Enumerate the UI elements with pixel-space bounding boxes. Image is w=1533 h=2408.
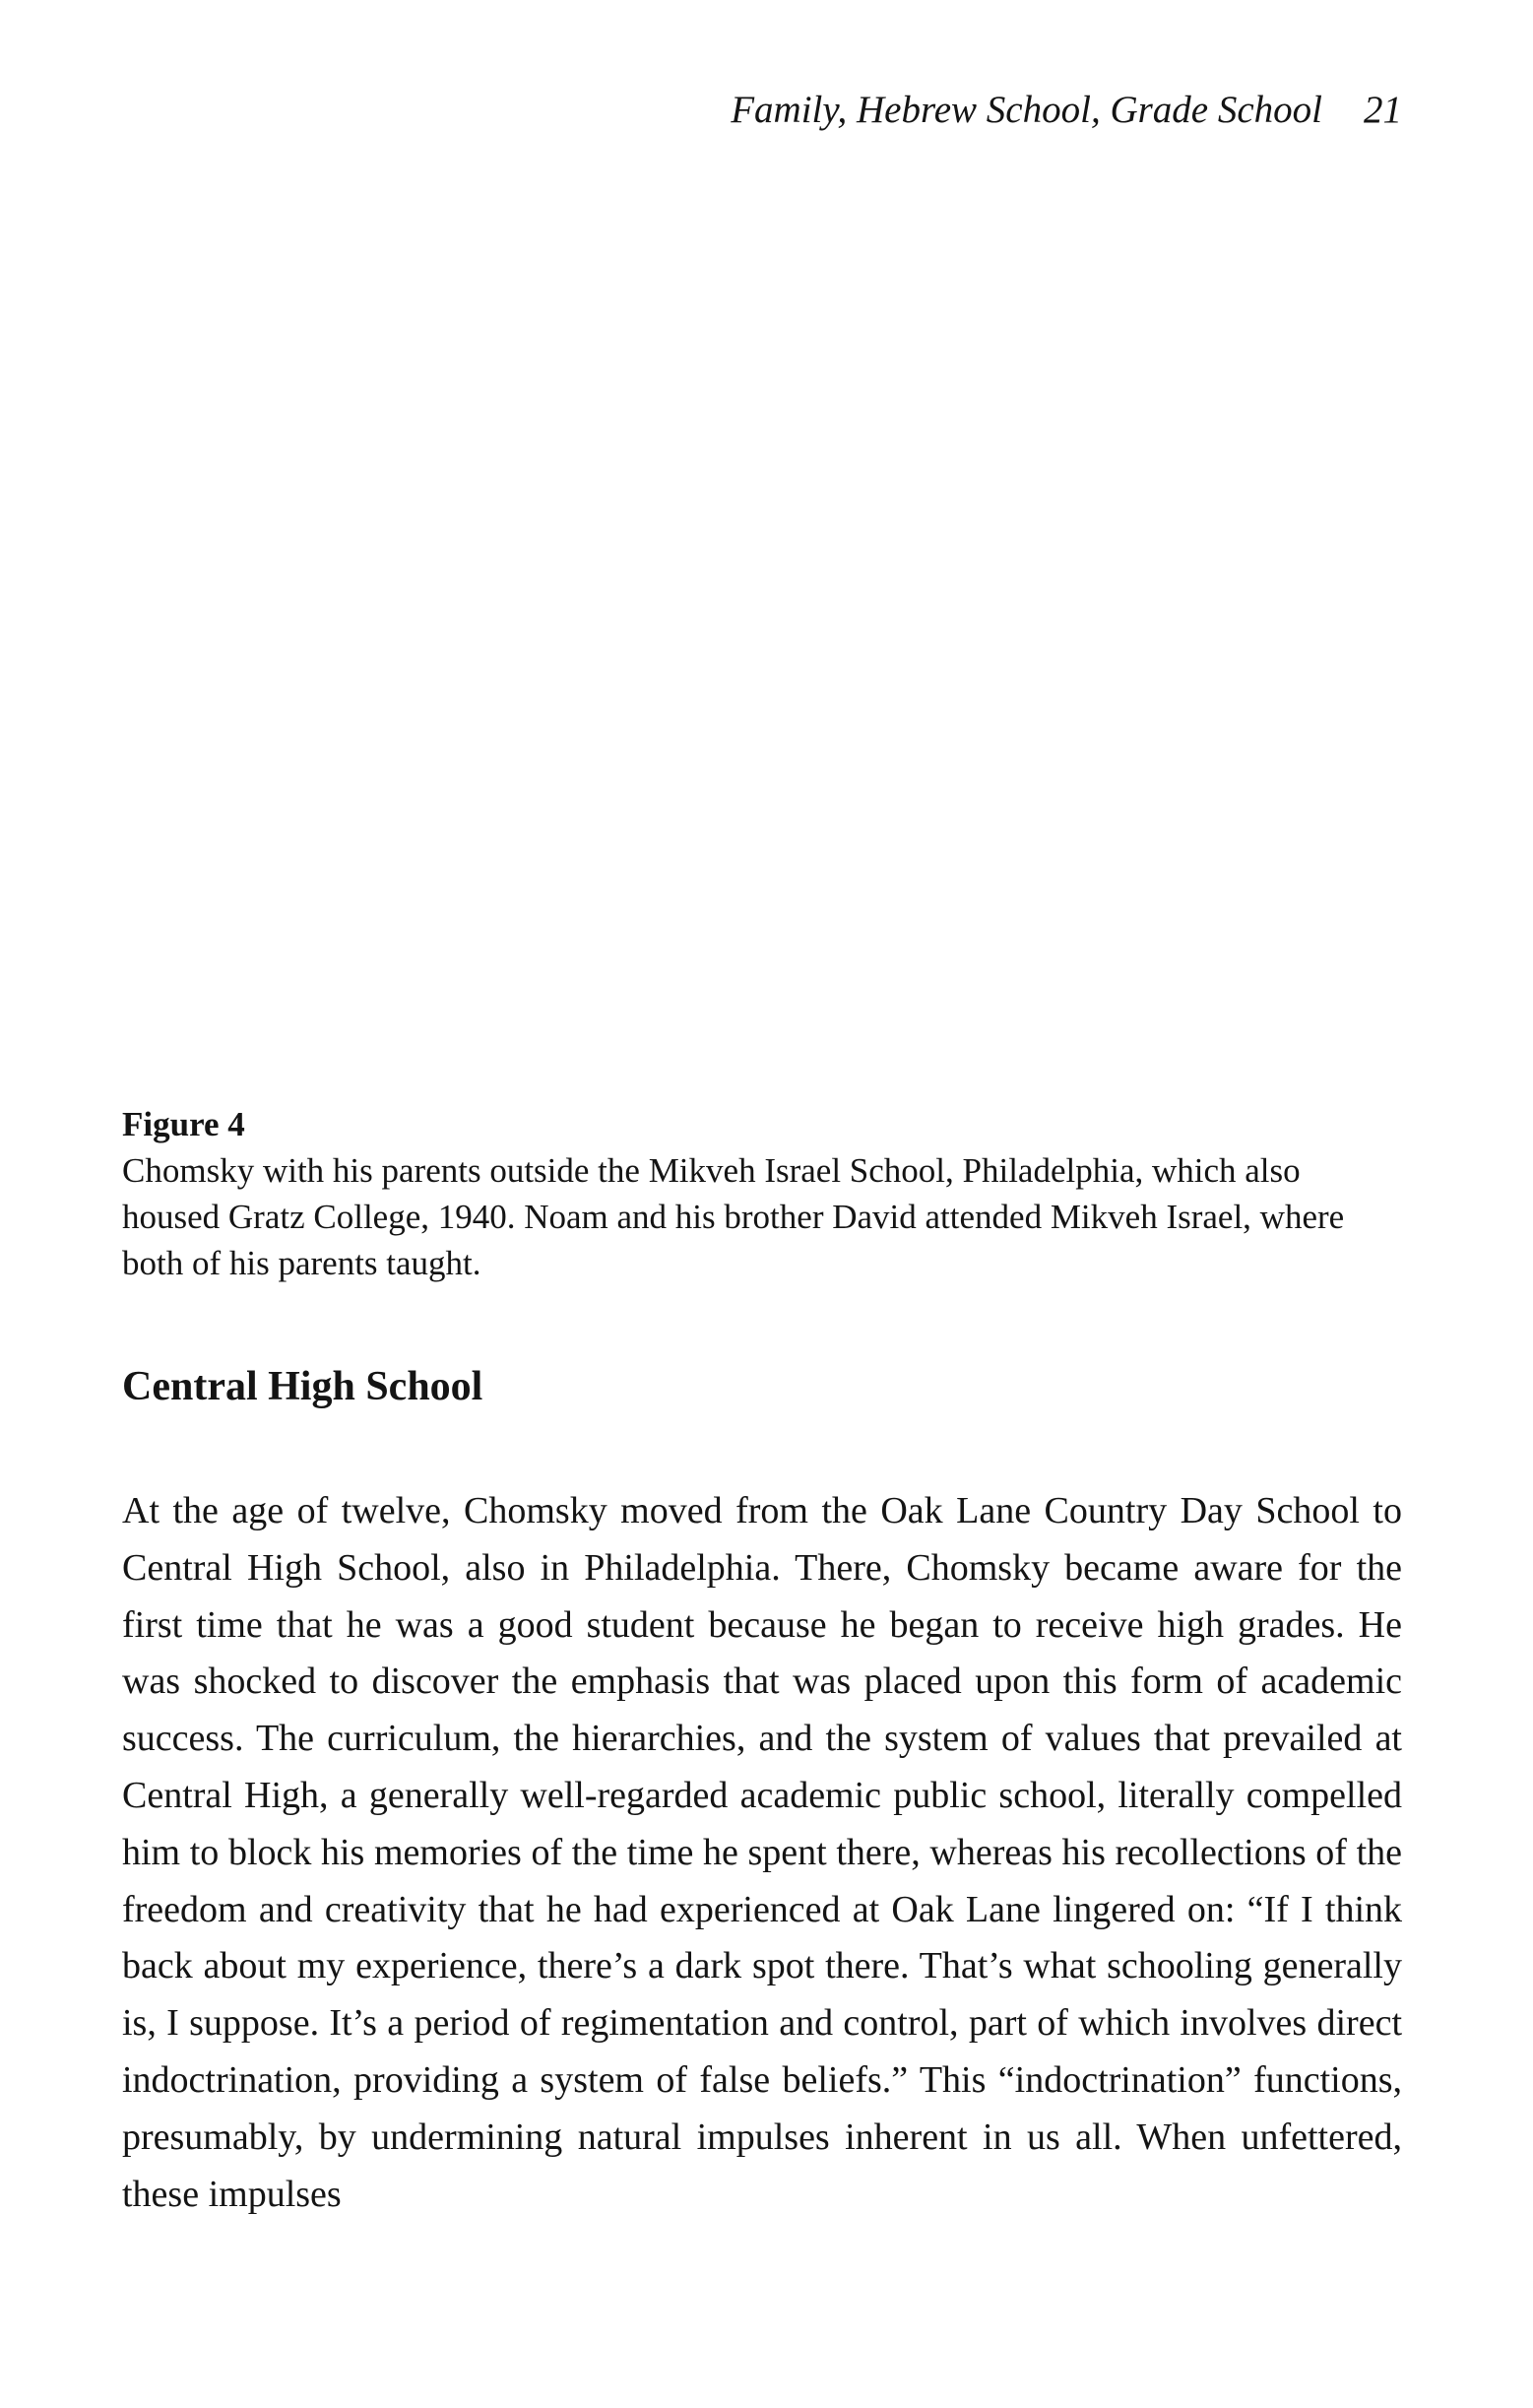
running-head [122,81,1402,140]
body-paragraph: At the age of twelve, Chomsky moved from the Oak Lane Country Day School to Central High School, also in Philadelphia. There, Chomsky became aware for the first time that he was a good student because he began to receive high grades. He was shocked to discover the emphasis that was placed upon this form of academic success. The curriculum, the hierarchies, and the system of values that prevailed at Central High, a generally well-regarded academic public school, literally compelled him to block his memories of the time he spent there, whereas his recollections of the freedom and creativity that he had experienced at Oak Lane lingered on: “If I think back about my experience, there’s a dark spot there. That’s what schooling generally is, I suppose. It’s a period of regimentation and control, part of which involves direct indoctrination, providing a system of false beliefs.” This “indoctrination” functions, presumably, by undermining natural impulses inherent in us all. When unfettered, these impulses [122,1490,1402,2215]
section-heading: Central High School [122,1364,483,1409]
page-number: 21 [1364,89,1402,131]
figure-caption-text: Chomsky with his parents outside the Mikveh Israel School, Philadelphia, which also housed Gratz College, 1940. Noam and his brother David attended Mikveh Israel, where both of his parents taught. [122,1151,1345,1282]
running-title: Family, Hebrew School, Grade School [731,89,1322,131]
figure-image-area [122,187,1402,1083]
figure-caption [122,1101,1402,1286]
figure-label: Figure 4 [122,1105,245,1143]
